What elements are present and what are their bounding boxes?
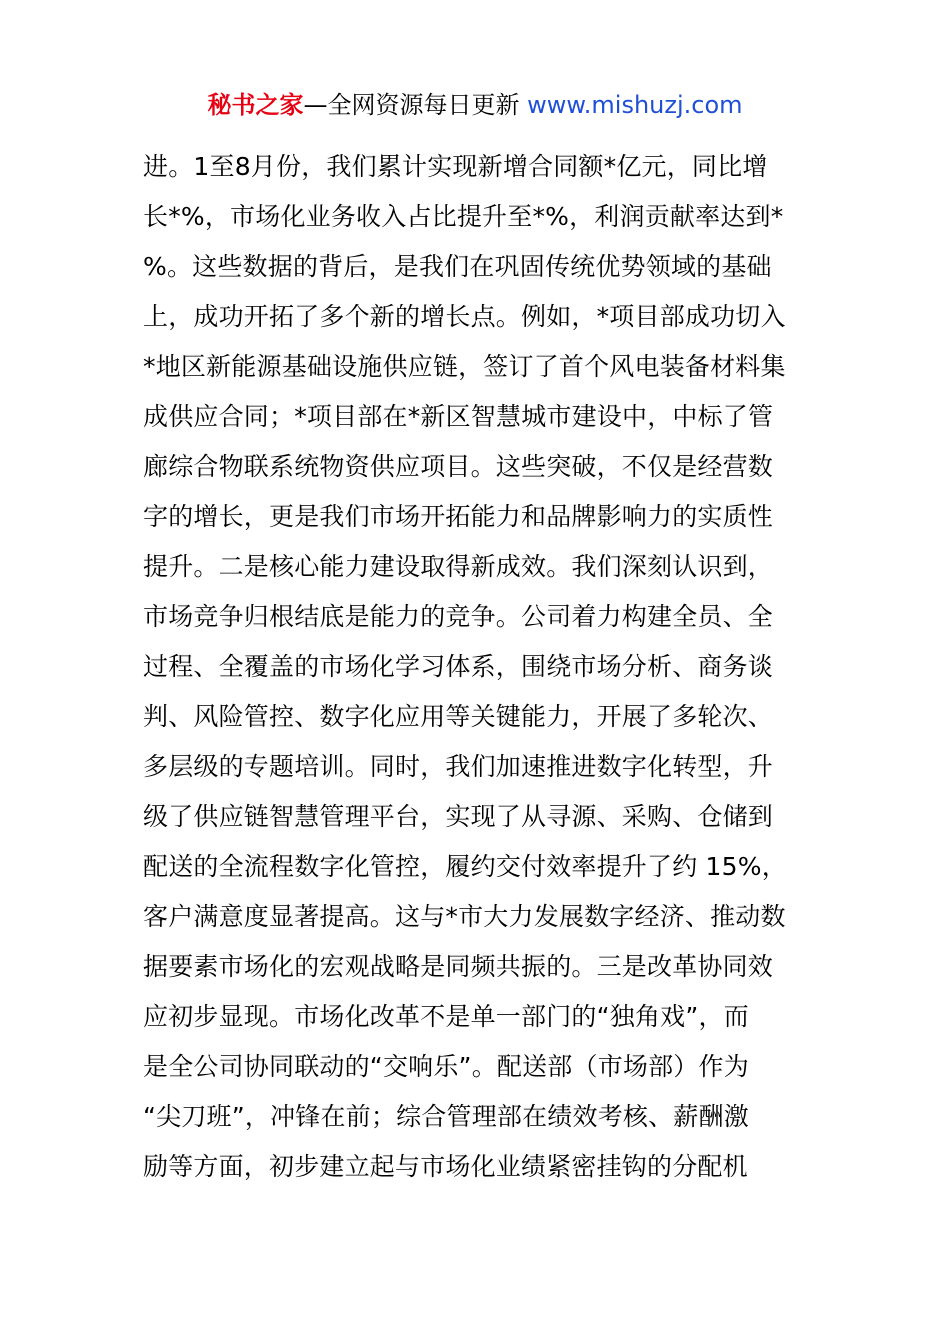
document-body	[143, 142, 813, 1192]
body-line: 过程、全覆盖的市场化学习体系，围绕市场分析、商务谈	[143, 652, 774, 681]
site-brand: 秘书之家	[207, 91, 304, 119]
body-line: 上，成功开拓了多个新的增长点。例如，*项目部成功切入	[143, 302, 786, 331]
body-line: 配送的全流程数字化管控，履约交付效率提升了约 15%，	[143, 852, 787, 881]
body-line: 长*%，市场化业务收入占比提升至*%，利润贡献率达到*	[143, 202, 784, 231]
body-line: 级了供应链智慧管理平台，实现了从寻源、采购、仓储到	[143, 802, 774, 831]
body-line: 是全公司协同联动的“交响乐”。配送部（市场部）作为	[143, 1052, 749, 1081]
body-line: 判、风险管控、数字化应用等关键能力，开展了多轮次、	[143, 702, 774, 731]
site-url-link[interactable]: www.mishuzj.com	[527, 91, 743, 119]
body-line: 应初步显现。市场化改革不是单一部门的“独角戏”，而	[143, 1002, 749, 1031]
body-line: 成供应合同；*项目部在*新区智慧城市建设中，中标了管	[143, 402, 774, 431]
body-line: 进。1至8月份，我们累计实现新增合同额*亿元，同比增	[143, 152, 768, 181]
body-line: %。这些数据的背后，是我们在巩固传统优势领域的基础	[143, 252, 772, 281]
page-header	[0, 88, 950, 122]
body-line: 市场竞争归根结底是能力的竞争。公司着力构建全员、全	[143, 602, 774, 631]
body-line: 提升。二是核心能力建设取得新成效。我们深刻认识到，	[143, 552, 774, 581]
body-line: 据要素市场化的宏观战略是同频共振的。三是改革协同效	[143, 952, 774, 981]
body-line: 多层级的专题培训。同时，我们加速推进数字化转型，升	[143, 752, 774, 781]
body-line: *地区新能源基础设施供应链，签订了首个风电装备材料集	[143, 352, 786, 381]
body-line: 励等方面，初步建立起与市场化业绩紧密挂钩的分配机	[143, 1152, 748, 1181]
site-tagline: —全网资源每日更新	[303, 91, 528, 119]
body-line: 字的增长，更是我们市场开拓能力和品牌影响力的实质性	[143, 502, 774, 531]
body-line: 客户满意度显著提高。这与*市大力发展数字经济、推动数	[143, 902, 786, 931]
body-line: “尖刀班”，冲锋在前；综合管理部在绩效考核、薪酬激	[143, 1102, 749, 1131]
body-line: 廊综合物联系统物资供应项目。这些突破，不仅是经营数	[143, 452, 774, 481]
